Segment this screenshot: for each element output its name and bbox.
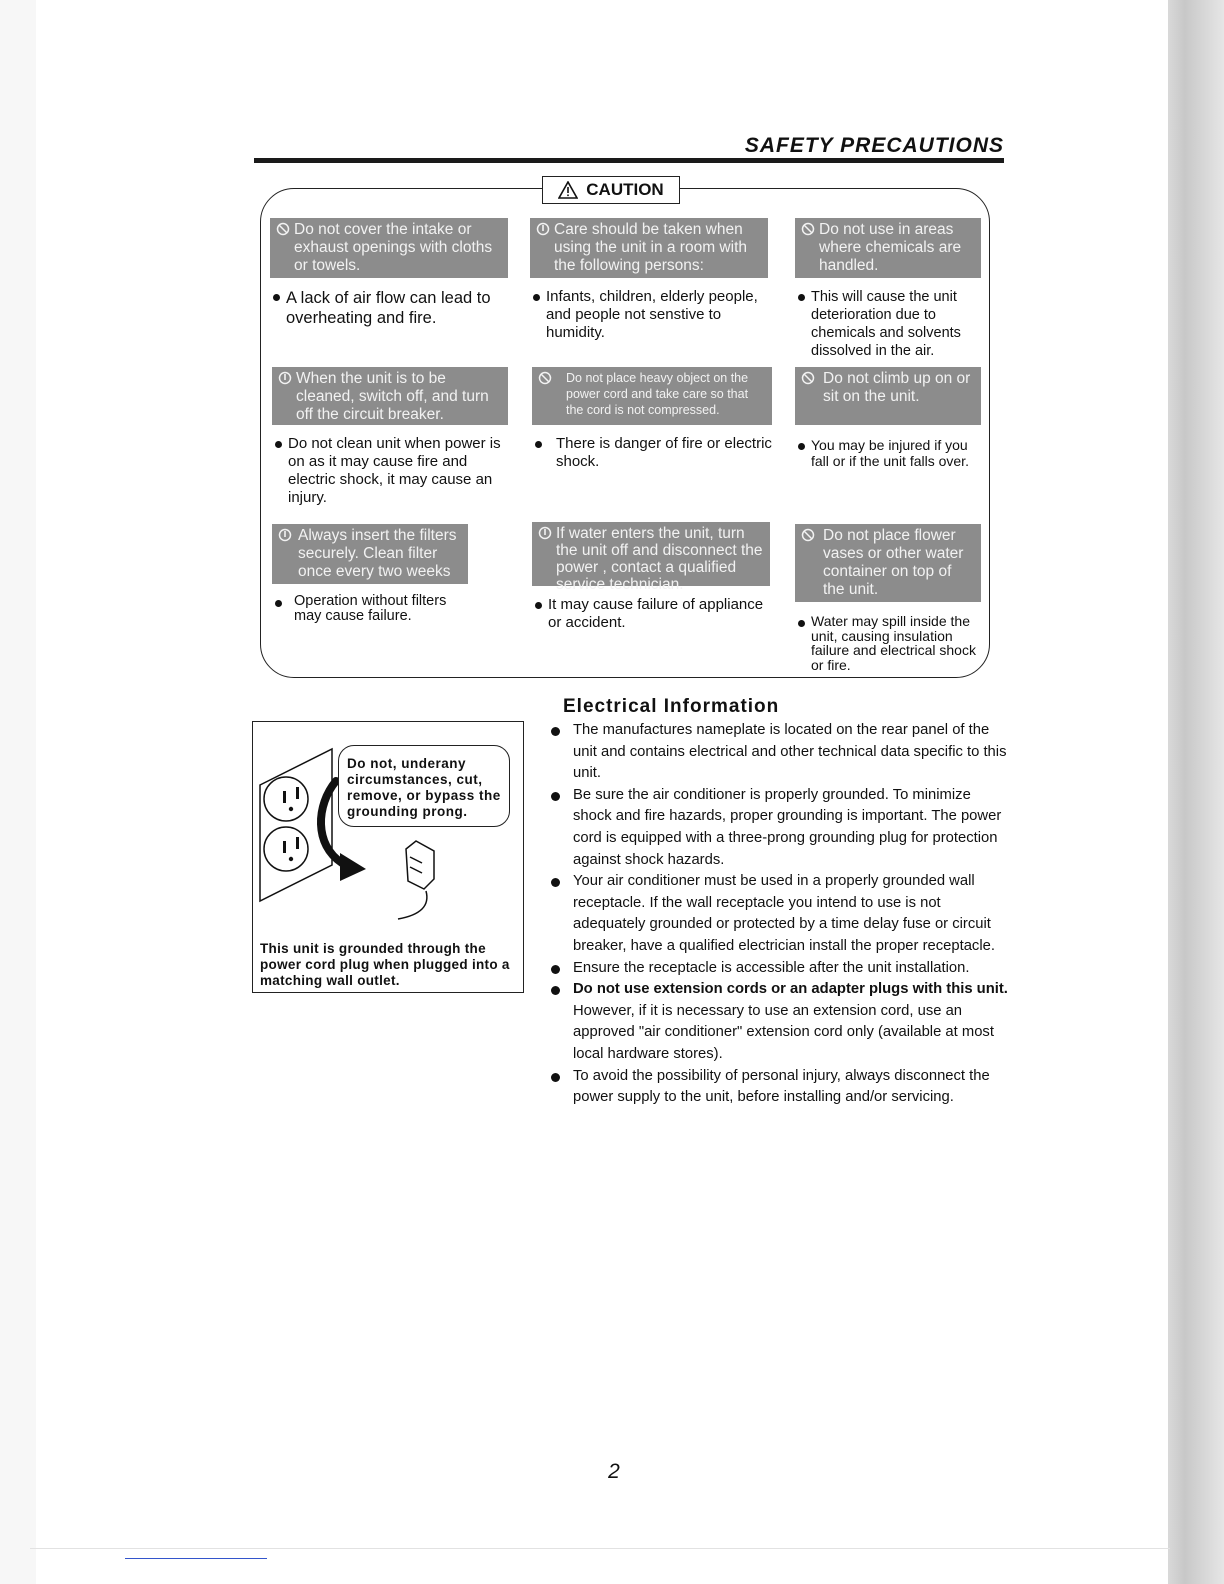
attention-icon: [278, 528, 292, 542]
scan-margin-left: [0, 0, 36, 1584]
caution-cell: [272, 367, 508, 507]
caution-banner: Always insert the filters securely. Clean filter once every two weeks: [272, 524, 468, 584]
caution-cell: [532, 522, 770, 632]
caution-cell: [272, 524, 468, 624]
caution-cell: [270, 218, 508, 328]
caution-bullet: This will cause the unit deterioration due to chemicals and solvents dissolved in the air.: [795, 288, 981, 360]
caution-label: [542, 176, 680, 204]
list-item: Do not use extension cords or an adapter plugs with this unit. However, if it is necessary to use an extension cord, use an approved "air conditioner" extension cord only (available at most local hardware stores).: [550, 979, 1010, 1065]
header-rule: [254, 158, 1004, 163]
caution-banner: If water enters the unit, turn the unit off and disconnect the power , contact a qualified service technician.: [532, 522, 770, 586]
caution-cell: [795, 367, 981, 469]
attention-icon: [536, 222, 550, 236]
list-item: Your air conditioner must be used in a properly grounded wall receptacle. If the wall receptacle you intend to use is not adequately grounded or protected by a time delay fuse or circuit breaker, have a qualified electrician install the proper receptacle.: [550, 871, 1010, 957]
caution-label-text: CAUTION: [586, 180, 664, 199]
caution-bullet: A lack of air flow can lead to overheating and fire.: [270, 288, 508, 328]
caution-bullet: Operation without filters may cause failure.: [272, 594, 468, 624]
footer-rule: [125, 1558, 267, 1559]
caution-bullet: There is danger of fire or electric shock.: [532, 435, 772, 471]
attention-icon: [538, 526, 552, 540]
caution-banner: Do not use in areas where chemicals are handled.: [795, 218, 981, 278]
grounding-caption: This unit is grounded through the power cord plug when plugged into a matching wall outlet.: [260, 941, 510, 988]
section-heading: Electrical Information: [563, 696, 780, 717]
caution-banner: When the unit is to be cleaned, switch off, and turn off the circuit breaker.: [272, 367, 508, 425]
electrical-info-list: [550, 720, 1010, 1109]
prohibition-icon: [801, 371, 815, 385]
caution-bullet: Do not clean unit when power is on as it may cause fire and electric shock, it may cause an injury.: [272, 435, 508, 507]
caution-cell: [530, 218, 768, 342]
prohibition-icon: [801, 528, 815, 542]
caution-cell: [532, 367, 772, 471]
page-number: 2: [608, 1460, 620, 1483]
grounding-warning-callout: Do not, underany circumstances, cut, remove, or bypass the grounding prong.: [338, 745, 510, 827]
list-item: Ensure the receptacle is accessible after the unit installation.: [550, 958, 1010, 980]
warning-triangle-icon: [558, 181, 578, 199]
attention-icon: [278, 371, 292, 385]
caution-bullet: You may be injured if you fall or if the unit falls over.: [795, 437, 981, 469]
caution-banner: Care should be taken when using the unit in a room with the following persons:: [530, 218, 768, 278]
caution-banner: Do not place heavy object on the power cord and take care so that the cord is not compressed.: [532, 367, 772, 425]
prohibition-icon: [276, 222, 290, 236]
caution-bullet: Infants, children, elderly people, and people not senstive to humidity.: [530, 288, 768, 342]
prohibition-icon: [801, 222, 815, 236]
scan-artifact-line: [30, 1548, 1170, 1549]
prohibition-icon: [538, 371, 552, 385]
caution-cell: [795, 218, 981, 360]
caution-bullet: It may cause failure of appliance or accident.: [532, 596, 770, 632]
list-item: The manufactures nameplate is located on the rear panel of the unit and contains electrical and other technical data specific to this unit.: [550, 720, 1010, 785]
caution-bullet: Water may spill inside the unit, causing insulation failure and electrical shock or fire.: [795, 614, 981, 672]
page-edge-shadow: [1168, 0, 1224, 1584]
list-item: To avoid the possibility of personal injury, always disconnect the power supply to the unit, before installing and/or servicing.: [550, 1066, 1010, 1109]
caution-banner: Do not cover the intake or exhaust openings with cloths or towels.: [270, 218, 508, 278]
page-title: SAFETY PRECAUTIONS: [744, 134, 1004, 157]
caution-cell: [795, 524, 981, 672]
caution-banner: Do not climb up on or sit on the unit.: [795, 367, 981, 425]
list-item: Be sure the air conditioner is properly grounded. To minimize shock and fire hazards, proper grounding is important. The power cord is equipped with a three-prong grounding plug for protection against shock hazards.: [550, 785, 1010, 871]
caution-banner: Do not place flower vases or other water container on top of the unit.: [795, 524, 981, 602]
